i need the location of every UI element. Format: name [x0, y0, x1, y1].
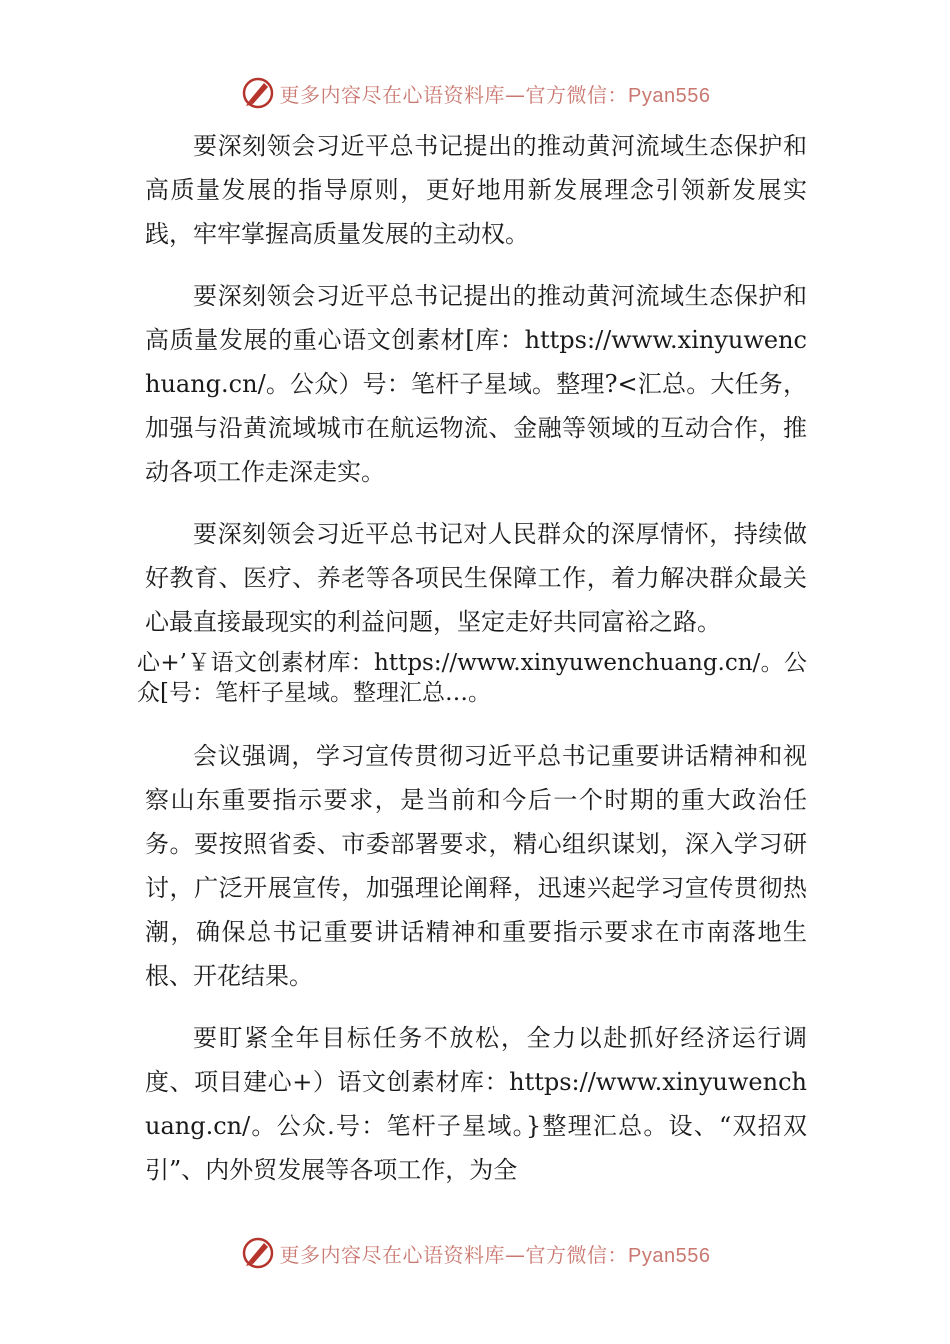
footer-watermark — [0, 1233, 950, 1273]
paragraph-5: 会议强调，学习宣传贯彻习近平总书记重要讲话精神和视察山东重要指示要求，是当前和今后一个时期的重大政治任务。要按照省委、市委部署要求，精心组织谋划，深入学习研讨，广泛开展宣传，加强理论阐释，迅速兴起学习宣传贯彻热潮，确保总书记重要讲话精神和重要指示要求在市南落地生根、开花结果。 — [145, 742, 807, 990]
paragraph-3: 要深刻领会习近平总书记对人民群众的深厚情怀，持续做好教育、医疗、养老等各项民生保障工作，着力解决群众最关心最直接最现实的利益问题，坚定走好共同富裕之路。 — [145, 520, 807, 636]
header-watermark — [0, 73, 950, 113]
watermark-text: 更多内容尽在心语资料库—官方微信： — [279, 1242, 629, 1267]
pen-nib-logo-icon — [240, 1235, 276, 1271]
paragraph-2: 要深刻领会习近平总书记提出的推动黄河流域生态保护和高质量发展的重心语文创素材[库：https://www.xinyuwenchuang.cn/。公众）号：笔杆子星域。整理?<汇总。大任务，加强与沿黄流域城市在航运物流、金融等领域的互动合作，推动各项工作走深走实。 — [145, 282, 807, 486]
paragraph-1: 要深刻领会习近平总书记提出的推动黄河流域生态保护和高质量发展的指导原则，更好地用新发展理念引领新发展实践，牢牢掌握高质量发展的主动权。 — [145, 132, 807, 248]
pen-nib-logo-icon — [240, 75, 276, 111]
paragraph-6: 要盯紧全年目标任务不放松，全力以赴抓好经济运行调度、项目建心+）语文创素材库：https://www.xinyuwenchuang.cn/。公众.号：笔杆子星域。}整理汇总。设、“双招双引”、内外贸发展等各项工作，为全 — [145, 1024, 807, 1184]
document-body — [137, 124, 807, 1210]
wechat-id: Pyan556 — [628, 84, 711, 107]
watermark-text: 更多内容尽在心语资料库—官方微信： — [279, 82, 629, 107]
paragraph-4-watermark-note: 心+’￥语文创素材库：https://www.xinyuwenchuang.cn/。公众[号：笔杆子星域。整理汇总…。 — [137, 650, 807, 706]
wechat-id: Pyan556 — [628, 1244, 711, 1267]
